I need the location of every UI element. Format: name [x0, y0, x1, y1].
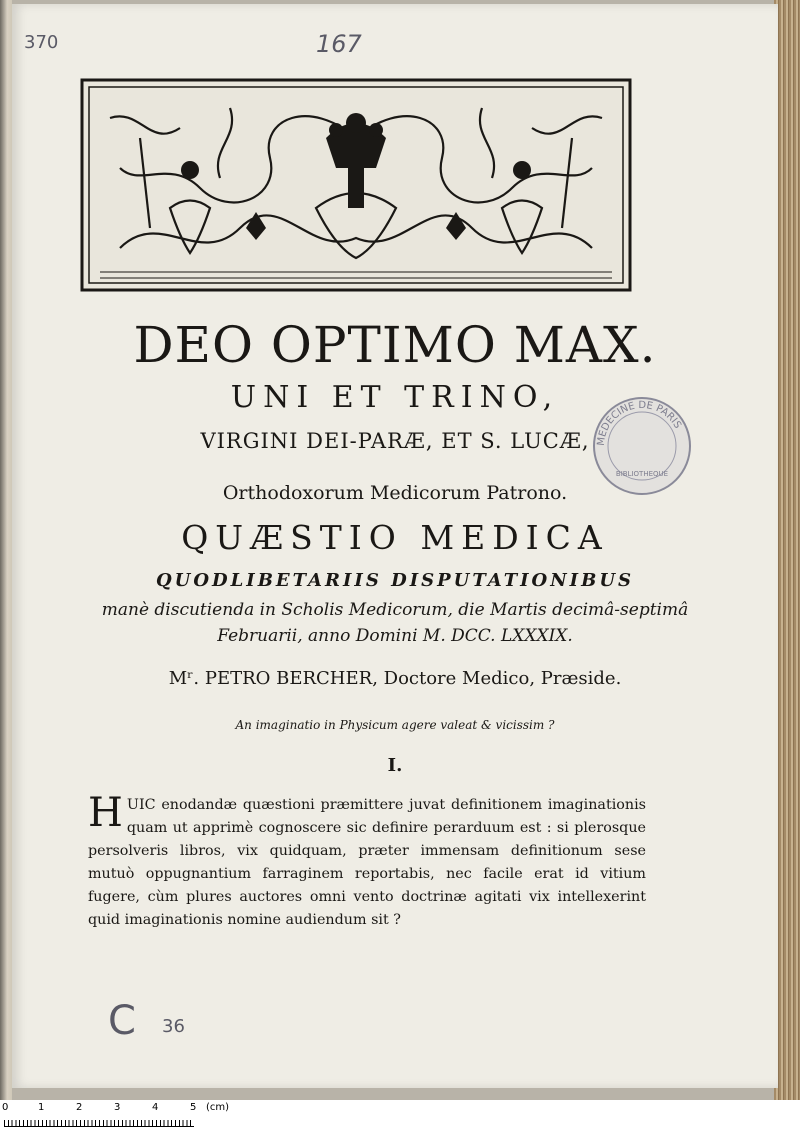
ruler-label-0: 0 [2, 1102, 9, 1113]
dedication-line-2: UNI ET TRINO, [230, 380, 560, 415]
question-line: An imaginatio in Physicum agere valeat & vicissim ? [235, 718, 555, 732]
stamp-subtext: BIBLIOTHEQUE [615, 470, 669, 478]
praeses-line: Mʳ. PETRO BERCHER, Doctore Medico, Præside. [168, 668, 622, 689]
dedication-line-4: Orthodoxorum Medicorum Patrono. [222, 482, 568, 504]
shelf-mark-pencil: C [108, 998, 136, 1044]
ruler-label-4: 4 [152, 1102, 159, 1113]
document-page [12, 4, 778, 1088]
ruler-label-3: 3 [114, 1102, 121, 1113]
stamp-text: MEDECINE DE PARIS [595, 399, 683, 447]
body-paragraph [88, 790, 646, 932]
ruler-label-2: 2 [76, 1102, 83, 1113]
quaestio-title: QUÆSTIO MEDICA [181, 518, 609, 557]
book-spine-left [0, 0, 12, 1100]
ruler-unit: (cm) [206, 1102, 230, 1113]
body-text: UIC enodandæ quæstioni præmittere juvat definitionem imaginationis quam ut apprimè cognoscere sic definire perarduum est : si plerosque persolveris libros, vix quidquam, præter immensam definitionum sese mutuò oppugnantium farraginem reportabis, nec facile erat id vitium fugere, cùm plures auctores omni vento doctrinæ agitati vix intellexerint quid imaginationis nomine audiendum sit ? [88, 797, 646, 928]
folio-pencil-note: 370 [24, 32, 59, 53]
dedication-line-3: VIRGINI DEI-PARÆ, ET S. LUCÆ, [200, 429, 590, 453]
drop-cap: H [88, 790, 123, 836]
scale-ruler [0, 1100, 800, 1136]
ornamental-headpiece-icon [80, 78, 632, 292]
ruler-label-1: 1 [38, 1102, 45, 1113]
dedication-title: DEO OPTIMO MAX. [133, 316, 657, 374]
date-line-2: Februarii, anno Domini M. DCC. LXXXIX. [217, 626, 573, 646]
disputation-line: QUODLIBETARIIS DISPUTATIONIBUS [155, 570, 635, 591]
shelf-number-pencil: 36 [162, 1016, 185, 1037]
ruler-label-5: 5 [190, 1102, 197, 1113]
page-number-pencil: 167 [316, 30, 362, 58]
ruler-baseline [4, 1126, 194, 1127]
section-number: I. [387, 755, 403, 776]
date-line-1: manè discutienda in Scholis Medicorum, die Martis decimâ-septimâ [101, 600, 689, 620]
